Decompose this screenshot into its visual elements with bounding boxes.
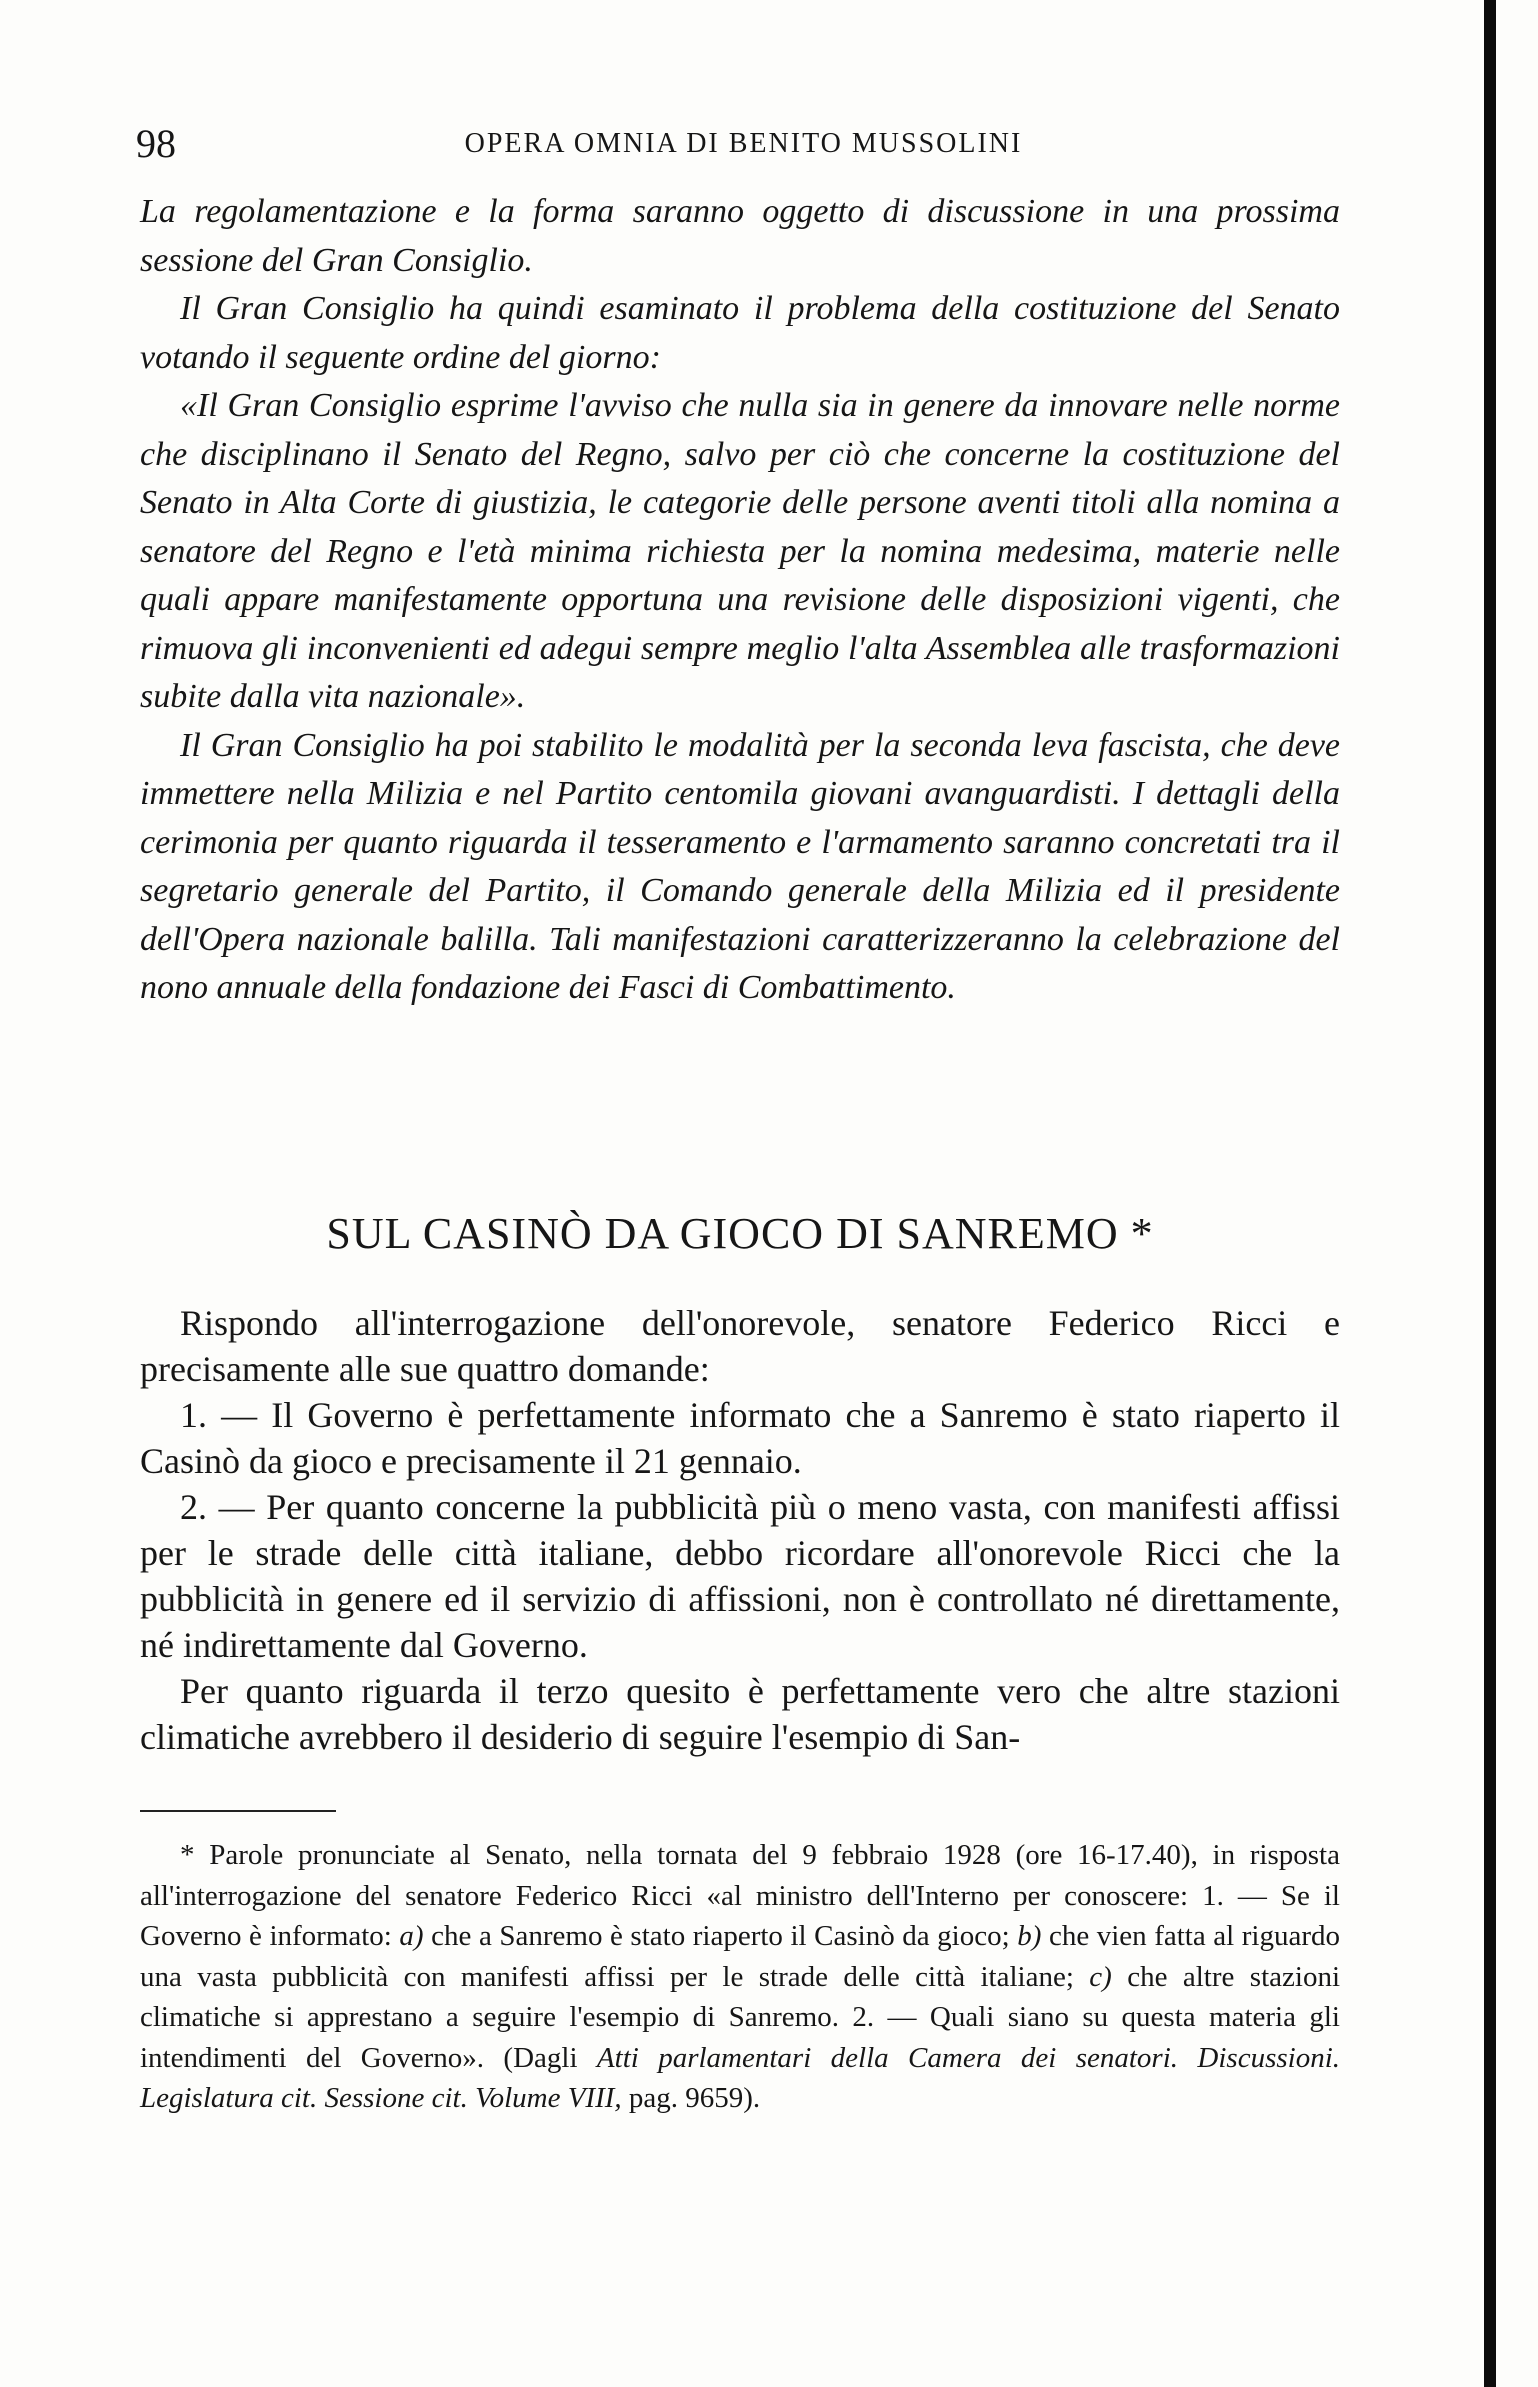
- footnote-source: Atti parlamentari della Camera dei senatori. Discussioni. Legislatura cit. Sessione cit. Volume VIII,: [140, 2041, 1341, 2114]
- footnote-text-4: che altre stazioni climatiche si apprestano a seguire l'esempio di Sanremo. 2. — Quali siano su questa materia gli intendimenti del Governo». (Dagli: [140, 1960, 1340, 2074]
- page-edge-bar: [1484, 0, 1496, 2387]
- italic-paragraph-3: «Il Gran Consiglio esprime l'avviso che nulla sia in genere da innovare nelle norme che disciplinano il Senato del Regno, salvo per ciò che concerne la costituzione del Senato in Alta Corte di giustizia, le categorie delle persone aventi titoli alla nomina a senatore del Regno e l'età minima richiesta per la nomina medesima, materie nelle quali appare manifestamente opportuna una revisione delle disposizioni vigenti, che rimuova gli inconvenienti ed adegui sempre meglio l'alta Assemblea alle trasformazioni subite dalla vita nazionale».: [140, 387, 1340, 715]
- footnote-text-2: che a Sanremo è stato riaperto il Casinò da gioco;: [423, 1920, 1018, 1952]
- section-body: [140, 1300, 1340, 1760]
- page-header: [136, 120, 1351, 180]
- footnote-item-b: b): [1017, 1920, 1042, 1952]
- section-title: SUL CASINÒ DA GIOCO DI SANREMO *: [326, 1209, 1154, 1258]
- footnote-text-3: che vien fatta al riguardo una vasta pubblicità con manifesti affissi per le strade delle città italiane;: [140, 1920, 1341, 1993]
- body-paragraph-3: 2. — Per quanto concerne la pubblicità più o meno vasta, con manifesti affissi per le strade delle città italiane, debbo ricordare all'onorevole Ricci che la pubblicità in genere ed il servizio di affissioni, non è controllato né direttamente, né indirettamente dal Governo.: [140, 1487, 1340, 1665]
- footnote-item-c: c): [1089, 1960, 1112, 1993]
- body-paragraph-2: 1. — Il Governo è perfettamente informato che a Sanremo è stato riaperto il Casinò da gioco e precisamente il 21 gennaio.: [140, 1395, 1340, 1481]
- footnote-text-1: * Parole pronunciate al Senato, nella tornata del 9 febbraio 1928 (ore 16-17.40), in risposta all'interrogazione del senatore Federico Ricci «al ministro dell'Interno per conoscere: 1. — Se il Governo è informato:: [140, 1839, 1340, 1952]
- page-number: 98: [136, 121, 176, 166]
- italic-paragraph-4: Il Gran Consiglio ha poi stabilito le modalità per la seconda leva fascista, che deve immettere nella Milizia e nel Partito centomila giovani avanguardisti. I dettagli della cerimonia per quanto riguarda il tesseramento e l'armamento saranno concretati tra il segretario generale del Partito, il Comando generale della Milizia ed il presidente dell'Opera nazionale balilla. Tali manifestazioni caratterizzeranno la celebrazione del nono annuale della fondazione dei Fasci di Combattimento.: [140, 726, 1340, 1006]
- body-paragraph-1: Rispondo all'interrogazione dell'onorevole, senatore Federico Ricci e precisamente alle sue quattro domande:: [140, 1303, 1340, 1389]
- italic-paragraph-1: La regolamentazione e la forma saranno oggetto di discussione in una prossima sessione del Gran Consiglio.: [140, 193, 1340, 279]
- footnote-divider: [140, 1810, 336, 1812]
- italic-report-section: [140, 188, 1340, 1013]
- footnote: [140, 1835, 1340, 2119]
- body-paragraph-4: Per quanto riguarda il terzo quesito è perfettamente vero che altre stazioni climatiche avrebbero il desiderio di seguire l'esempio di San-: [140, 1671, 1340, 1757]
- running-head: OPERA OMNIA DI BENITO MUSSOLINI: [464, 128, 1023, 159]
- footnote-text-5: pag. 9659).: [621, 2082, 761, 2114]
- footnote-item-a: a): [399, 1920, 424, 1952]
- italic-paragraph-2: Il Gran Consiglio ha quindi esaminato il problema della costituzione del Senato votando il seguente ordine del giorno:: [140, 290, 1340, 376]
